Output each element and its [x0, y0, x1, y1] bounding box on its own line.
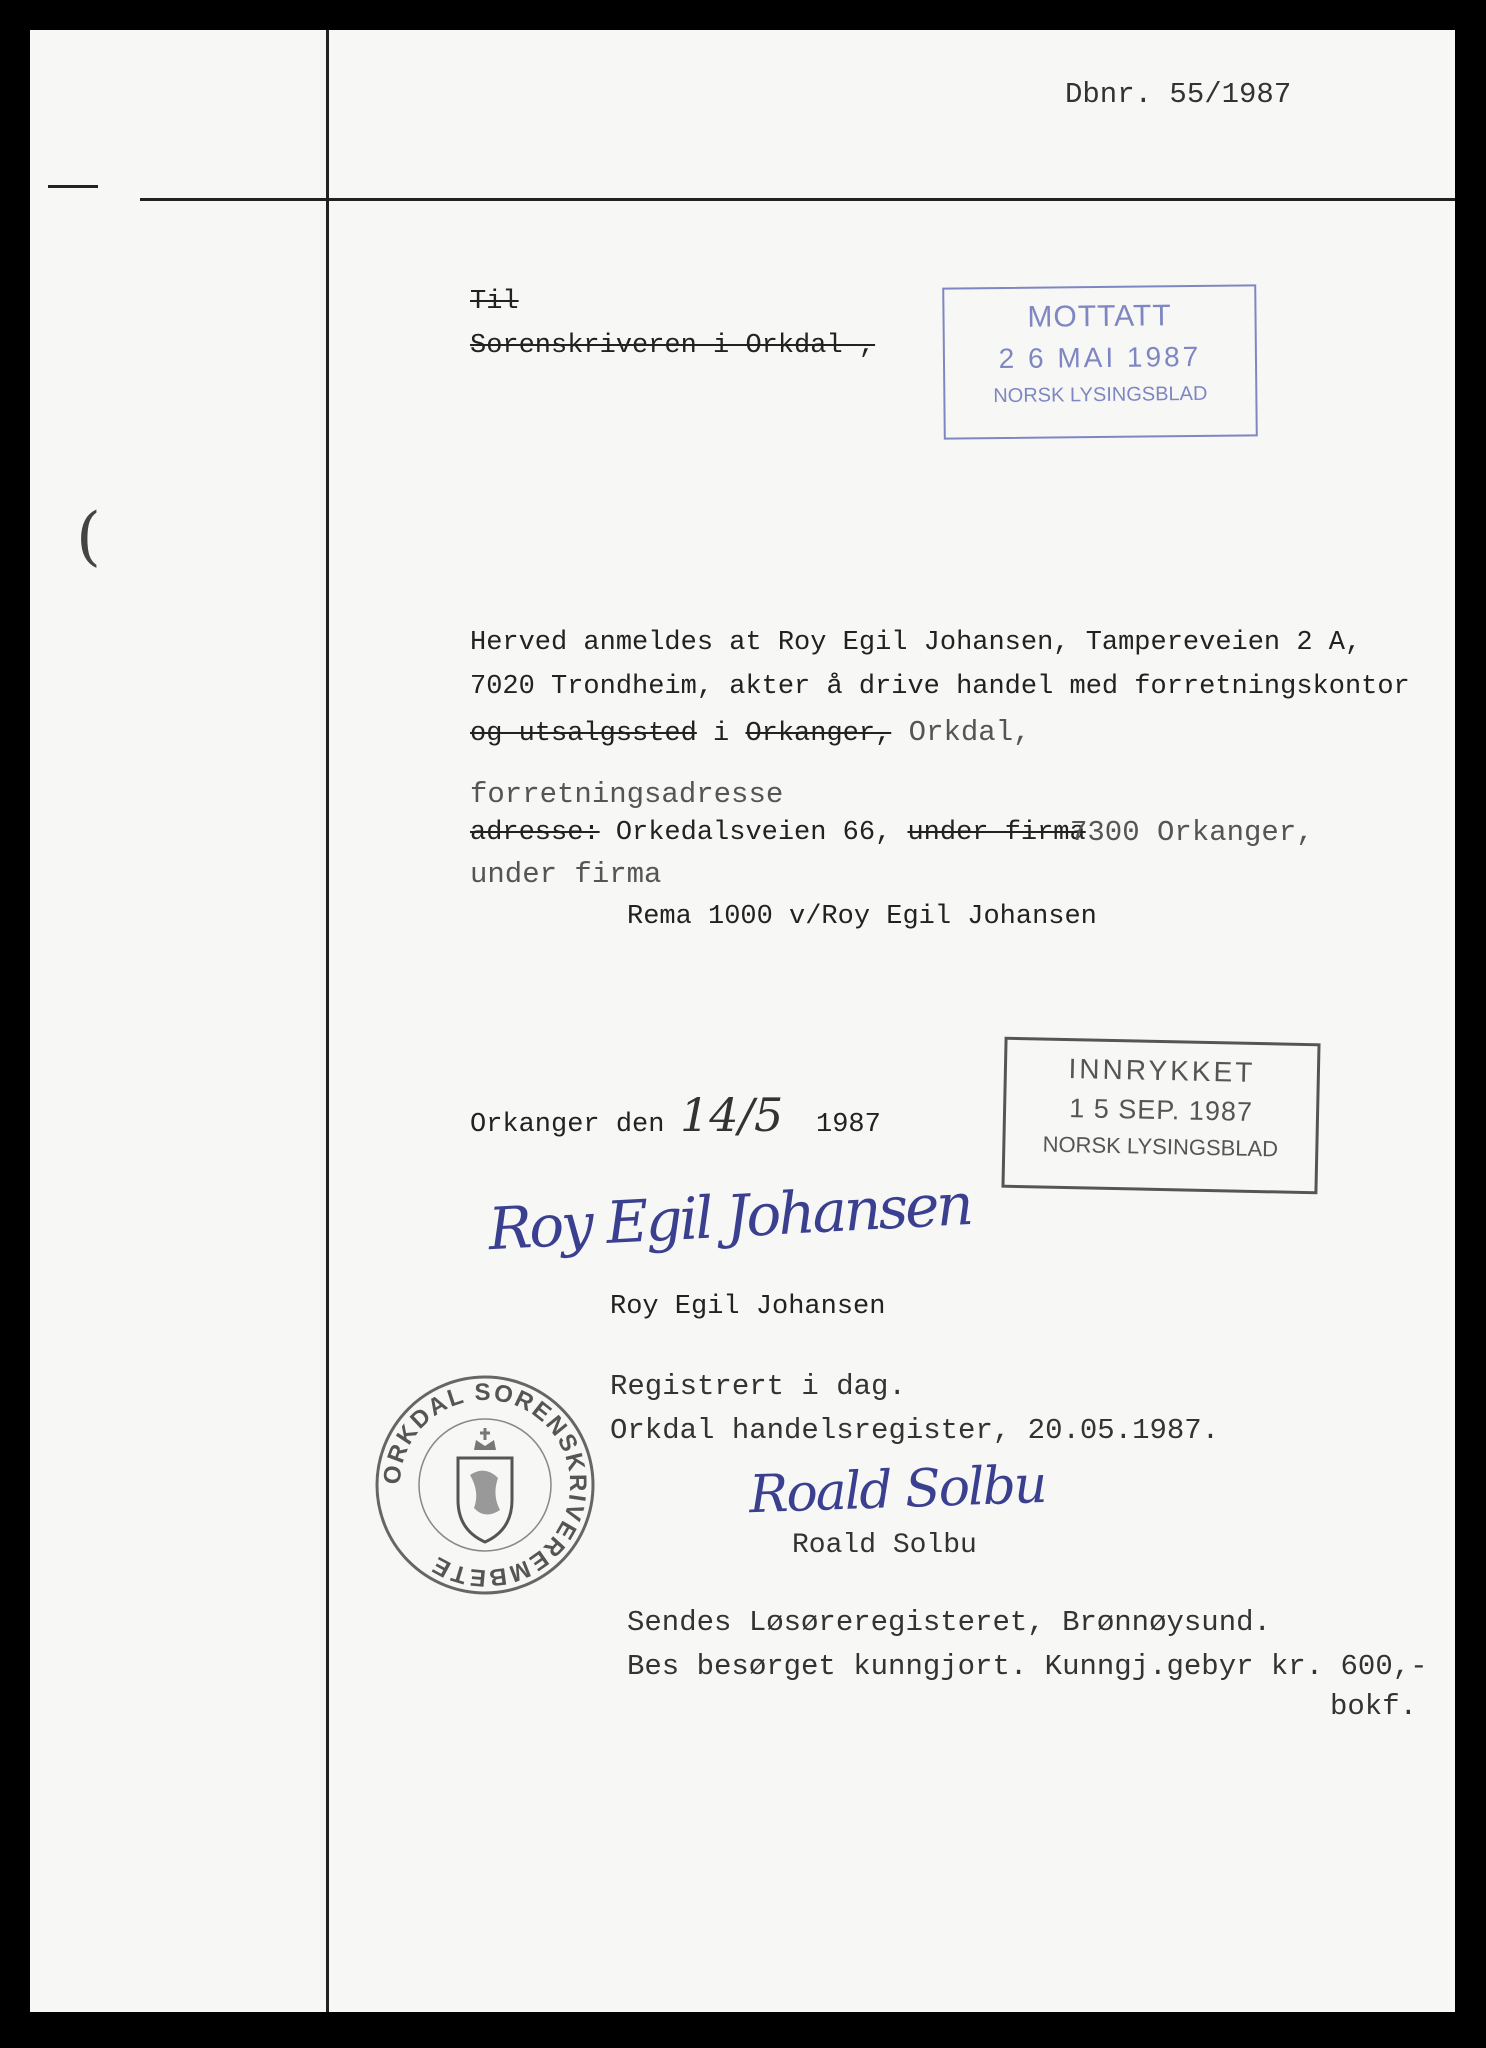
struck-adresse: adresse: [470, 818, 600, 848]
footer-line-1: Sendes Løsøreregisteret, Brønnøysund. [627, 1606, 1271, 1639]
added-business-address: forretningsadresse [470, 778, 784, 811]
struck-outlet: og utsalgssted [470, 719, 697, 749]
header-rule [140, 198, 1455, 201]
handwritten-date: 14/5 [680, 1088, 784, 1142]
received-stamp-org: NORSK LYSINGSBLAD [993, 382, 1208, 408]
body-line-3-i: i [696, 719, 746, 749]
dbnr-number: Dbnr. 55/1987 [1065, 78, 1292, 111]
typed-name-roald: Roald Solbu [792, 1530, 977, 1561]
signature-roy: Roy Egil Johansen [486, 1170, 973, 1264]
typed-name-roy: Roy Egil Johansen [610, 1292, 886, 1322]
addressee-recipient: Sorenskriveren i Orkdal , [470, 331, 876, 361]
received-stamp-title: MOTTATT [1027, 299, 1172, 334]
dateline-place: Orkanger den [470, 1110, 665, 1140]
registration-line-2: Orkdal handelsregister, 20.05.1987. [610, 1414, 1220, 1447]
entered-stamp-org: NORSK LYSINGSBLAD [1042, 1131, 1279, 1162]
court-seal [370, 1370, 600, 1600]
entered-stamp-title: INNRYKKET [1068, 1053, 1256, 1088]
footer-line-2: Bes besørget kunngjort. Kunngj.gebyr kr. 600,- [627, 1650, 1428, 1683]
street-address: Orkedalsveien 66, [599, 818, 908, 848]
received-stamp-date: 2 6 MAI 1987 [998, 340, 1202, 375]
firm-name: Rema 1000 v/Roy Egil Johansen [627, 902, 1097, 932]
header-rule-left [48, 185, 98, 188]
document-page [30, 30, 1455, 2012]
margin-line [326, 30, 329, 2012]
body-line-5 [470, 818, 1086, 848]
registration-line-1: Registrert i dag. [610, 1370, 906, 1403]
body-line-1: Herved anmeldes at Roy Egil Johansen, Tampereveien 2 A, [470, 628, 1362, 658]
entered-stamp-date: 1 5 SEP. 1987 [1068, 1093, 1254, 1127]
body-line-2: 7020 Trondheim, akter å drive handel med forretningskontor [470, 672, 1410, 702]
footer-line-3: bokf. [1330, 1690, 1418, 1723]
struck-under-firma: under firma [907, 818, 1086, 848]
struck-orkanger: Orkanger, [745, 719, 892, 749]
punch-mark: ( [76, 500, 101, 574]
added-postal: 7300 Orkanger, [1070, 816, 1314, 849]
seal-text: ORKDAL SORENSKRIVEREMBETE [378, 1378, 592, 1592]
added-under-firma: under firma [470, 858, 662, 891]
added-orkdal: Orkdal, [891, 716, 1031, 749]
addressee-til: Til [470, 287, 519, 317]
received-stamp [942, 284, 1258, 439]
signature-roald: Roald Solbu [748, 1454, 1047, 1526]
seal-icon [370, 1370, 600, 1600]
body-line-3 [470, 716, 1031, 749]
dateline-year: 1987 [816, 1110, 881, 1140]
